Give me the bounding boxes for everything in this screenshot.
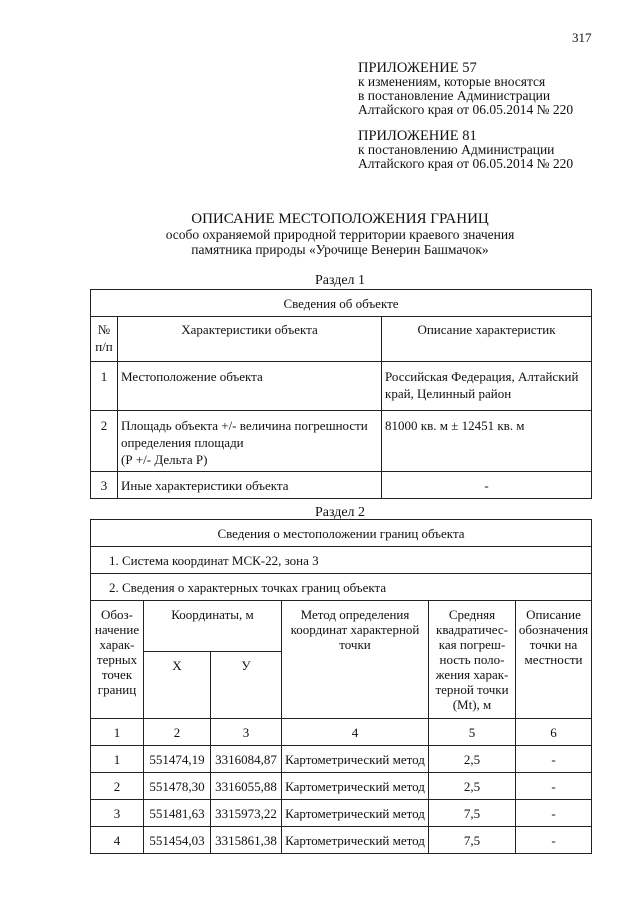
boundary-points-info: 2. Сведения о характерных точках границ объекта xyxy=(91,574,592,601)
col-method-header: Метод определения координат характерной точки xyxy=(282,601,429,719)
point-x: 551481,63 xyxy=(144,800,211,827)
col-number: 6 xyxy=(516,719,592,746)
page-number: 317 xyxy=(572,30,592,45)
point-id: 3 xyxy=(91,800,144,827)
section-2-label: Раздел 2 xyxy=(314,505,366,520)
boundary-points-table xyxy=(90,519,592,854)
table-row xyxy=(91,411,592,472)
appendix-81-line: Алтайского края от 06.05.2014 № 220 xyxy=(358,156,574,171)
appendix-81-line: к постановлению Администрации xyxy=(358,142,555,157)
point-mt: 2,5 xyxy=(429,746,516,773)
appendix-57-line: Алтайского края от 06.05.2014 № 220 xyxy=(358,102,574,117)
col-number: 4 xyxy=(282,719,429,746)
appendix-57-line: к изменениям, которые вносятся xyxy=(358,74,546,89)
row-number: 2 xyxy=(91,411,118,472)
point-id: 4 xyxy=(91,827,144,854)
table-row xyxy=(91,746,592,773)
row-description: Российская Федерация, Алтайский край, Целинный район xyxy=(382,362,592,411)
boundary-info-header: Сведения о местоположении границ объекта xyxy=(91,520,592,547)
point-id: 2 xyxy=(91,773,144,800)
point-y: 3316084,87 xyxy=(211,746,282,773)
document-title xyxy=(90,212,590,257)
table-row xyxy=(91,362,592,411)
row-number: 3 xyxy=(91,472,118,499)
table-row xyxy=(91,472,592,499)
point-description: - xyxy=(516,773,592,800)
col-y-header: У xyxy=(211,652,282,719)
appendix-81-title: ПРИЛОЖЕНИЕ 81 xyxy=(358,128,477,144)
row-description: - xyxy=(382,472,592,499)
table-row xyxy=(91,827,592,854)
object-info-header: Сведения об объекте xyxy=(91,290,592,317)
col-mt-header: Средняя квадратичес- кая погреш- ность поло- жения харак- терной точки (Mt), м xyxy=(429,601,516,719)
col-number-header-a: № xyxy=(97,322,111,337)
coordinate-system-info: 1. Система координат МСК-22, зона 3 xyxy=(91,547,592,574)
row-number: 1 xyxy=(91,362,118,411)
point-y: 3315973,22 xyxy=(211,800,282,827)
point-x: 551454,03 xyxy=(144,827,211,854)
point-mt: 7,5 xyxy=(429,827,516,854)
col-coordinates-header: Координаты, м xyxy=(144,601,282,652)
point-y: 3315861,38 xyxy=(211,827,282,854)
row-characteristic xyxy=(118,411,382,472)
point-description: - xyxy=(516,827,592,854)
appendix-57-title: ПРИЛОЖЕНИЕ 57 xyxy=(358,60,477,76)
point-method: Картометрический метод xyxy=(282,773,429,800)
row-characteristic-formula: (Р +/- Дельта Р) xyxy=(121,452,208,467)
point-method: Картометрический метод xyxy=(282,827,429,854)
point-id: 1 xyxy=(91,746,144,773)
row-characteristic-line: Площадь объекта +/- величина погрешности определения площади xyxy=(121,418,368,450)
document-title-sub: памятника природы «Урочище Венерин Башмачок» xyxy=(191,242,489,257)
col-description-header: Описание обозначения точки на местности xyxy=(516,601,592,719)
col-description-header: Описание характеристик xyxy=(382,317,592,362)
row-description: 81000 кв. м ± 12451 кв. м xyxy=(382,411,592,472)
appendix-57-line: в постановление Администрации xyxy=(358,88,551,103)
col-characteristic-header: Характеристики объекта xyxy=(118,317,382,362)
col-number: 5 xyxy=(429,719,516,746)
point-description: - xyxy=(516,800,592,827)
row-characteristic: Местоположение объекта xyxy=(118,362,382,411)
appendix-57-block xyxy=(358,61,573,117)
section-1-label: Раздел 1 xyxy=(314,273,366,288)
document-title-sub: особо охраняемой природной территории краевого значения xyxy=(165,227,515,242)
object-info-table xyxy=(90,289,592,499)
table-row xyxy=(91,800,592,827)
point-method: Картометрический метод xyxy=(282,800,429,827)
col-x-header: X xyxy=(144,652,211,719)
point-y: 3316055,88 xyxy=(211,773,282,800)
point-x: 551478,30 xyxy=(144,773,211,800)
point-description: - xyxy=(516,746,592,773)
point-method: Картометрический метод xyxy=(282,746,429,773)
appendix-81-block xyxy=(358,129,573,171)
document-title-main: ОПИСАНИЕ МЕСТОПОЛОЖЕНИЯ ГРАНИЦ xyxy=(191,211,489,227)
point-mt: 7,5 xyxy=(429,800,516,827)
point-x: 551474,19 xyxy=(144,746,211,773)
point-mt: 2,5 xyxy=(429,773,516,800)
table-row xyxy=(91,773,592,800)
col-number: 2 xyxy=(144,719,211,746)
col-number: 3 xyxy=(211,719,282,746)
col-number: 1 xyxy=(91,719,144,746)
col-number-header xyxy=(91,317,118,362)
row-characteristic: Иные характеристики объекта xyxy=(118,472,382,499)
col-number-header-b: п/п xyxy=(95,339,113,354)
col-point-header: Обоз- начение харак- терных точек границ xyxy=(91,601,144,719)
